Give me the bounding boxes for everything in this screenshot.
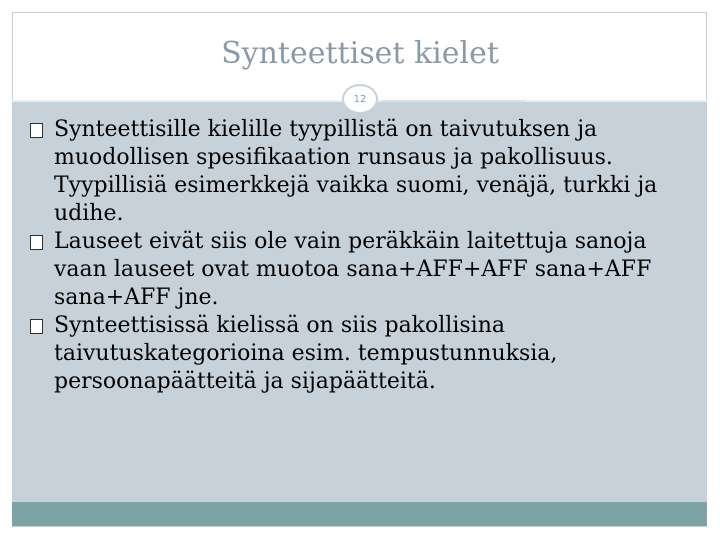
title-divider-accent <box>382 100 526 102</box>
bullet-item <box>30 312 690 396</box>
bullet-text: Lauseet eivät siis ole vain peräkkäin laitettuja sanoja vaan lauseet ovat muotoa sana+AFF+AFF sana+AFF sana+AFF jne. <box>54 229 652 310</box>
square-bullet-icon <box>30 123 43 138</box>
bullet-item <box>30 116 690 228</box>
bullet-text: Synteettisille kielille tyypillistä on taivutuksen ja muodollisen spesifikaation runsaus ja pakollisuus. Tyypillisiä esimerkkejä vaikka suomi, venäjä, turkki ja udihe. <box>54 117 658 226</box>
slide-title: Synteettiset kielet <box>221 36 499 71</box>
bullet-item <box>30 228 690 312</box>
bullet-list <box>30 116 690 396</box>
page-number-badge: 12 <box>342 84 378 114</box>
footer-bar <box>12 502 707 526</box>
square-bullet-icon <box>30 319 43 334</box>
bullet-text: Synteettisissä kielissä on siis pakollisina taivutuskategorioina esim. tempustunnuksia, persoonapäätteitä ja sijapäätteitä. <box>54 313 558 394</box>
square-bullet-icon <box>30 235 43 250</box>
